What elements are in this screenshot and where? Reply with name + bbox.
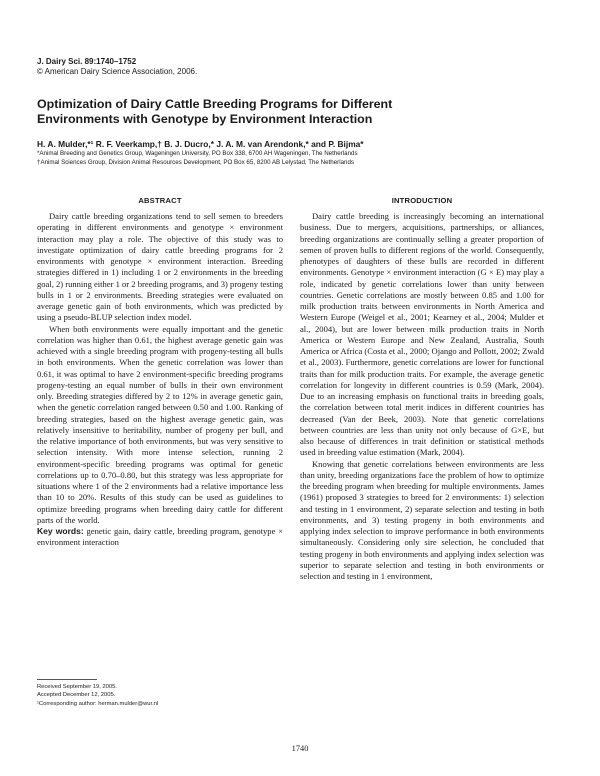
abstract-heading: ABSTRACT <box>138 196 182 205</box>
footnote-divider <box>37 679 97 680</box>
author-list: H. A. Mulder,*¹ R. F. Veerkamp,† B. J. Ducro,* J. A. M. van Arendonk,* and P. Bijma* <box>37 139 364 149</box>
abstract-paragraph: Dairy cattle breeding organizations tend to sell semen to breeders operating in different environments and genotype × environment interaction may play a role. The objective of this study was to investigate optimization of dairy cattle breeding programs for 2 environments with genotype × environment interaction. Breeding strategies differed in 1) including 1 or 2 environments in the breeding goal, 2) running either 1 or 2 breeding programs, and 3) progeny testing bulls in 1 or 2 environments. Breeding strategies were evaluated on average genetic gain of both environments, which was predicted by using a pseudo-BLUP selection index model. <box>37 211 283 323</box>
abstract-paragraph: When both environments were equally important and the genetic correlation was higher than 0.61, the highest average genetic gain was achieved with a single breeding program with progeny-testing all bulls in both environments. When the genetic correlation was lower than 0.61, it was optimal to have 2 environment-specific breeding programs progeny-testing an equal number of bulls in their own environment only. Breeding strategies differed by 2 to 12% in average genetic gain, when the genetic correlation ranged between 0.50 and 1.00. Ranking of breeding strategies, based on the highest average genetic gain, was relatively insensitive to heritability, number of progeny per bull, and the relative importance of both environments, but was very sensitive to selection intensity. With more intense selection, running 2 environment-specific breeding programs was optimal for genetic correlations up to 0.70–0.80, but this strategy was less appropriate for situations where 1 of the 2 environments had a relative importance less than 10 to 20%. Results of this study can be used as guidelines to optimize breeding programs when breeding dairy cattle for different parts of the world. <box>37 323 283 525</box>
corresponding-author: ¹Corresponding author: herman.mulder@wur.nl <box>37 700 159 707</box>
introduction-heading: INTRODUCTION <box>391 196 453 205</box>
affiliation-lelystad: †Animal Sciences Group, Division Animal Resources Development, PO Box 65, 8200 AB Lelystad, The Netherlands <box>37 159 354 166</box>
introduction-paragraph: Knowing that genetic correlations between environments are less than unity, breeding organizations face the problem of how to optimize the breeding program when breeding for multiple environments. James (1961) proposed 3 strategies to breed for 2 environments: 1) selection and testing in 1 environment, 2) separate selection and testing in both environments, and 3) testing progeny in both environments and applying index selection to improve performance in both environments simultaneously. Considering only sire selection, he concluded that testing progeny in both environments and applying index selection was superior to separate selection and testing in both environments or selection and testing in 1 environment, <box>300 458 544 581</box>
keywords-label: Key words: <box>37 526 84 536</box>
accepted-date: Accepted December 12, 2005. <box>37 692 116 699</box>
keywords <box>37 526 283 549</box>
introduction-paragraph: Dairy cattle breeding is increasingly becoming an international business. Due to mergers, acquisitions, partnerships, or alliances, breeding organizations are continually selling a greater proportion of semen of proven bulls to different regions of the world. Consequently, phenotypes of daughters of these bulls are recorded in different environments. Genotype × environment interaction (G × E) may play a role, indicated by genetic correlations lower than unity between countries. Genetic correlations are mostly between 0.85 and 1.00 for milk production traits between environments in North America and Western Europe (Weigel et al., 2001; Kearney et al., 2004; Mulder et al., 2004), but are lower between milk production traits in North America or Western Europe and New Zealand, Australia, South America or Africa (Costa et al., 2000; Ojango and Pollott, 2002; Zwald et al., 2003). Furthermore, genetic correlations are lower for functional traits than for milk production traits. For example, the average genetic correlation for longevity in different countries is 0.59 (Mark, 2004). Due to an increasing emphasis on functional traits in breeding goals, the correlation between total merit indices in different countries has decreased (Van der Beek, 2003). Note that genetic correlations between countries are less than unity not only because of G×E, but also because of differences in trait definition or statistical methods used in breeding value estimation (Mark, 2004). <box>300 211 544 458</box>
affiliation-wageningen: *Animal Breeding and Genetics Group, Wageningen University, PO Box 338, 6700 AH Wageningen, The Netherlands <box>37 150 358 157</box>
journal-header <box>37 57 197 77</box>
page-number: 1740 <box>291 744 309 753</box>
abstract-column <box>37 196 283 549</box>
journal-citation: J. Dairy Sci. 89:1740–1752 <box>37 57 137 66</box>
footnotes <box>37 683 158 708</box>
received-date: Received September 19, 2005. <box>37 684 117 690</box>
keywords-text: genetic gain, dairy cattle, breeding program, genotype × environment interaction <box>37 526 283 548</box>
article-title-line-2: Environments with Genotype by Environment Interaction <box>37 112 373 126</box>
article-title-line-1: Optimization of Dairy Cattle Breeding Programs for Different <box>37 97 393 111</box>
introduction-column <box>300 196 544 582</box>
copyright-notice: © American Dairy Science Association, 2006. <box>37 67 198 76</box>
article-title <box>37 97 567 127</box>
